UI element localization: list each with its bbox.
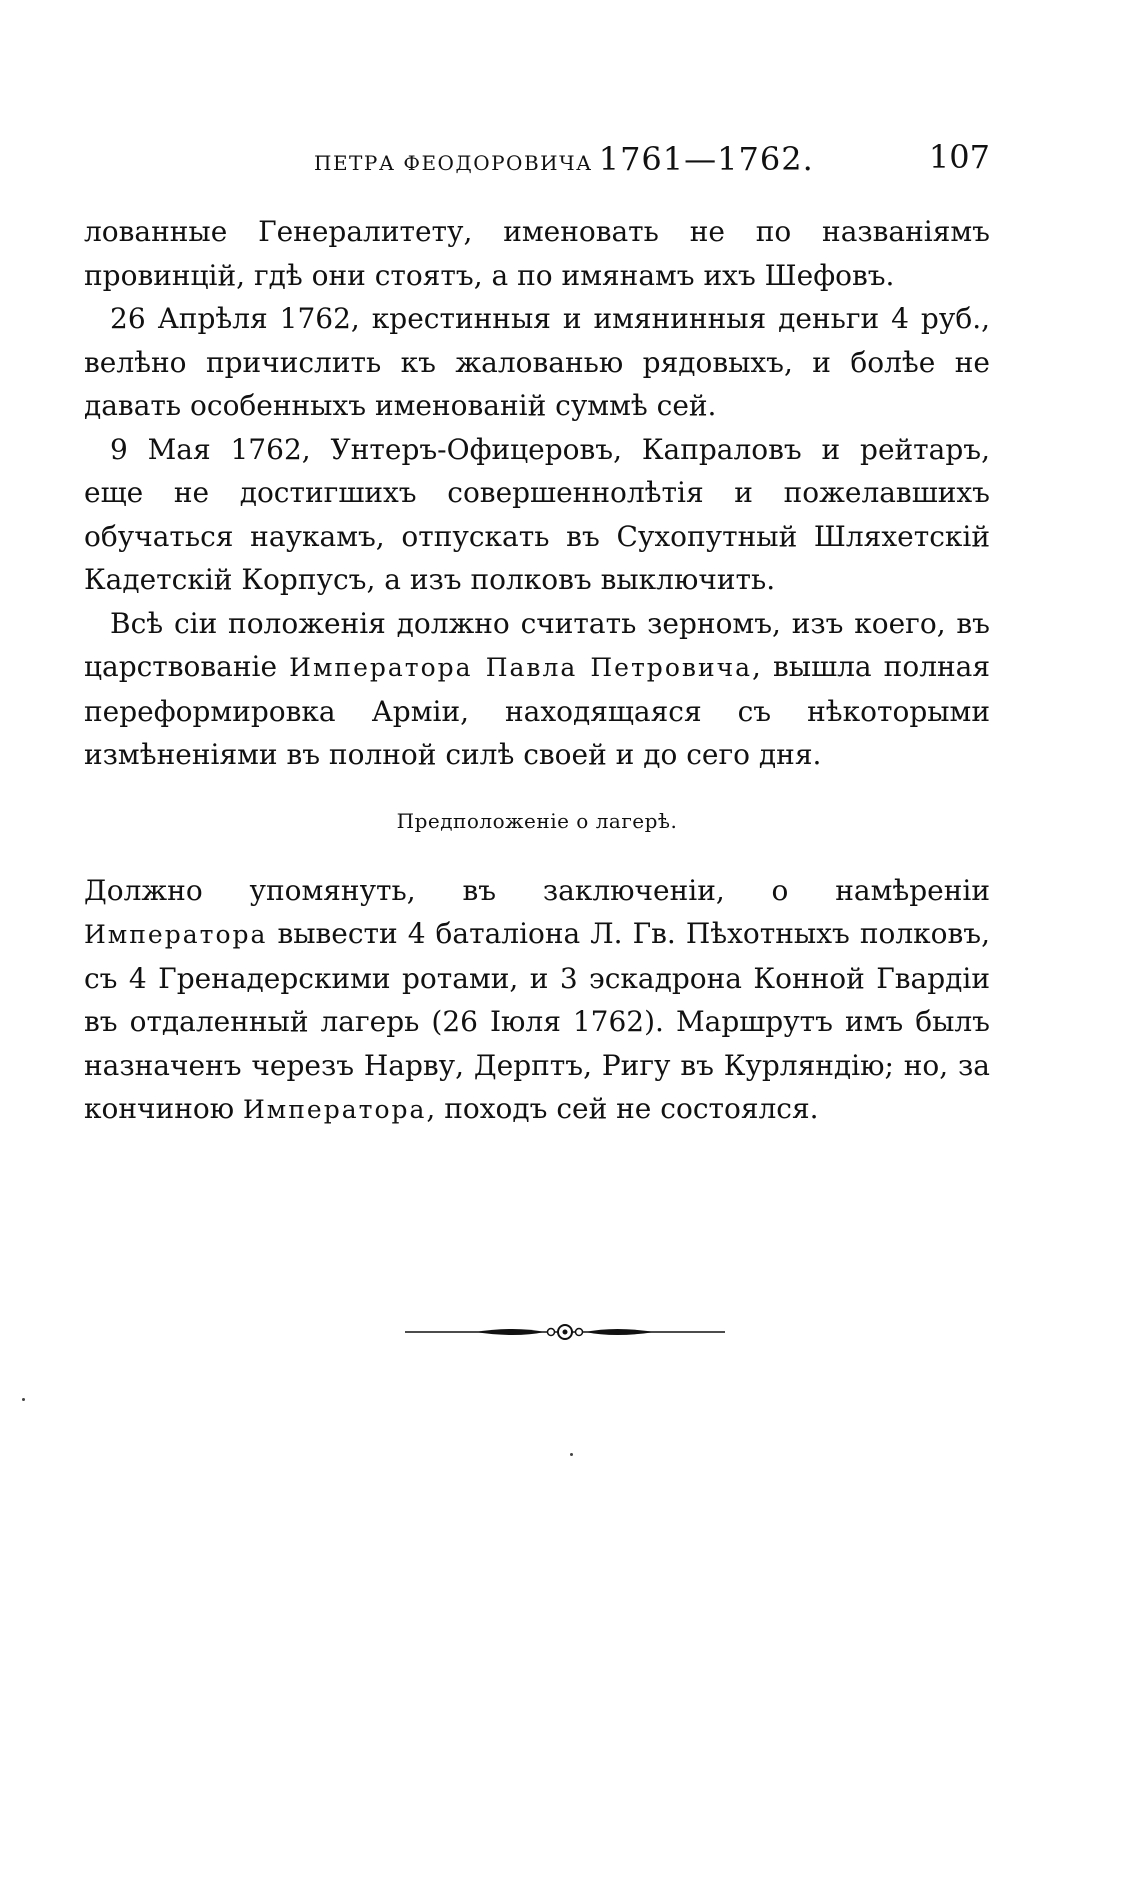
- emperor-name: Императора Павла Петровича: [289, 653, 753, 682]
- paragraph-continuation: лованные Генералитету, именовать не по названіямъ провинцій, гдѣ они стоятъ, а по имянамъ ихъ Шефовъ.: [84, 215, 990, 292]
- running-header: [84, 140, 990, 180]
- camp-emperor-1: Императора: [84, 920, 268, 949]
- paragraph-summary-before: Всѣ сіи положенія должно считать зерномъ, изъ коего, въ царствованіе: [84, 606, 990, 683]
- paragraph-april-1762: 26 Апрѣля 1762, крестинныя и имянинныя деньги 4 руб., велѣно причислить къ жалованью рядовыхъ, и болѣе не давать особенныхъ именованій суммѣ сей.: [84, 302, 990, 422]
- body-text: [84, 210, 990, 1132]
- camp-part-1: Должно упомянуть, въ заключеніи, о намѣреніи: [84, 873, 990, 907]
- camp-emperor-2: Императора: [243, 1095, 427, 1124]
- scan-speck: [22, 1398, 25, 1401]
- page-number: 107: [928, 138, 990, 176]
- paragraph-summary: [84, 602, 990, 777]
- scan-speck: [570, 1453, 573, 1456]
- paragraph-may-1762: 9 Мая 1762, Унтеръ-Офицеровъ, Капраловъ и рейтаръ, еще не достигшихъ совершеннолѣтія и пожелавшихъ обучаться наукамъ, отпускать въ Сухопутный Шляхетскій Кадетскій Корпусъ, а изъ полковъ выключить.: [84, 432, 990, 596]
- paragraph-camp: [84, 869, 990, 1132]
- running-title-words: ПЕТРА ФЕОДОРОВИЧА: [314, 151, 593, 175]
- section-heading: Предположеніе о лагерѣ.: [396, 808, 678, 833]
- camp-part-3: , походъ сей не состоялся.: [426, 1092, 819, 1125]
- ornament-divider: [405, 1320, 725, 1344]
- running-title: [314, 140, 814, 178]
- paragraph-summary-after: , вышла полная переформировка Арміи, находящаяся съ нѣкоторыми измѣненіями въ полной силѣ своей и до сего дня.: [84, 650, 990, 771]
- camp-part-2: вывести 4 баталіона Л. Гв. Пѣхотныхъ полковъ, съ 4 Гренадерскими ротами, и 3 эскадрона Конной Гвардіи въ отдаленный лагерь (26 Іюля 1762). Маршрутъ имъ былъ назначенъ черезъ Нарву, Дерптъ, Ригу въ Курляндію; но, за кончиною: [84, 917, 990, 1125]
- running-title-years: 1761—1762.: [598, 140, 814, 178]
